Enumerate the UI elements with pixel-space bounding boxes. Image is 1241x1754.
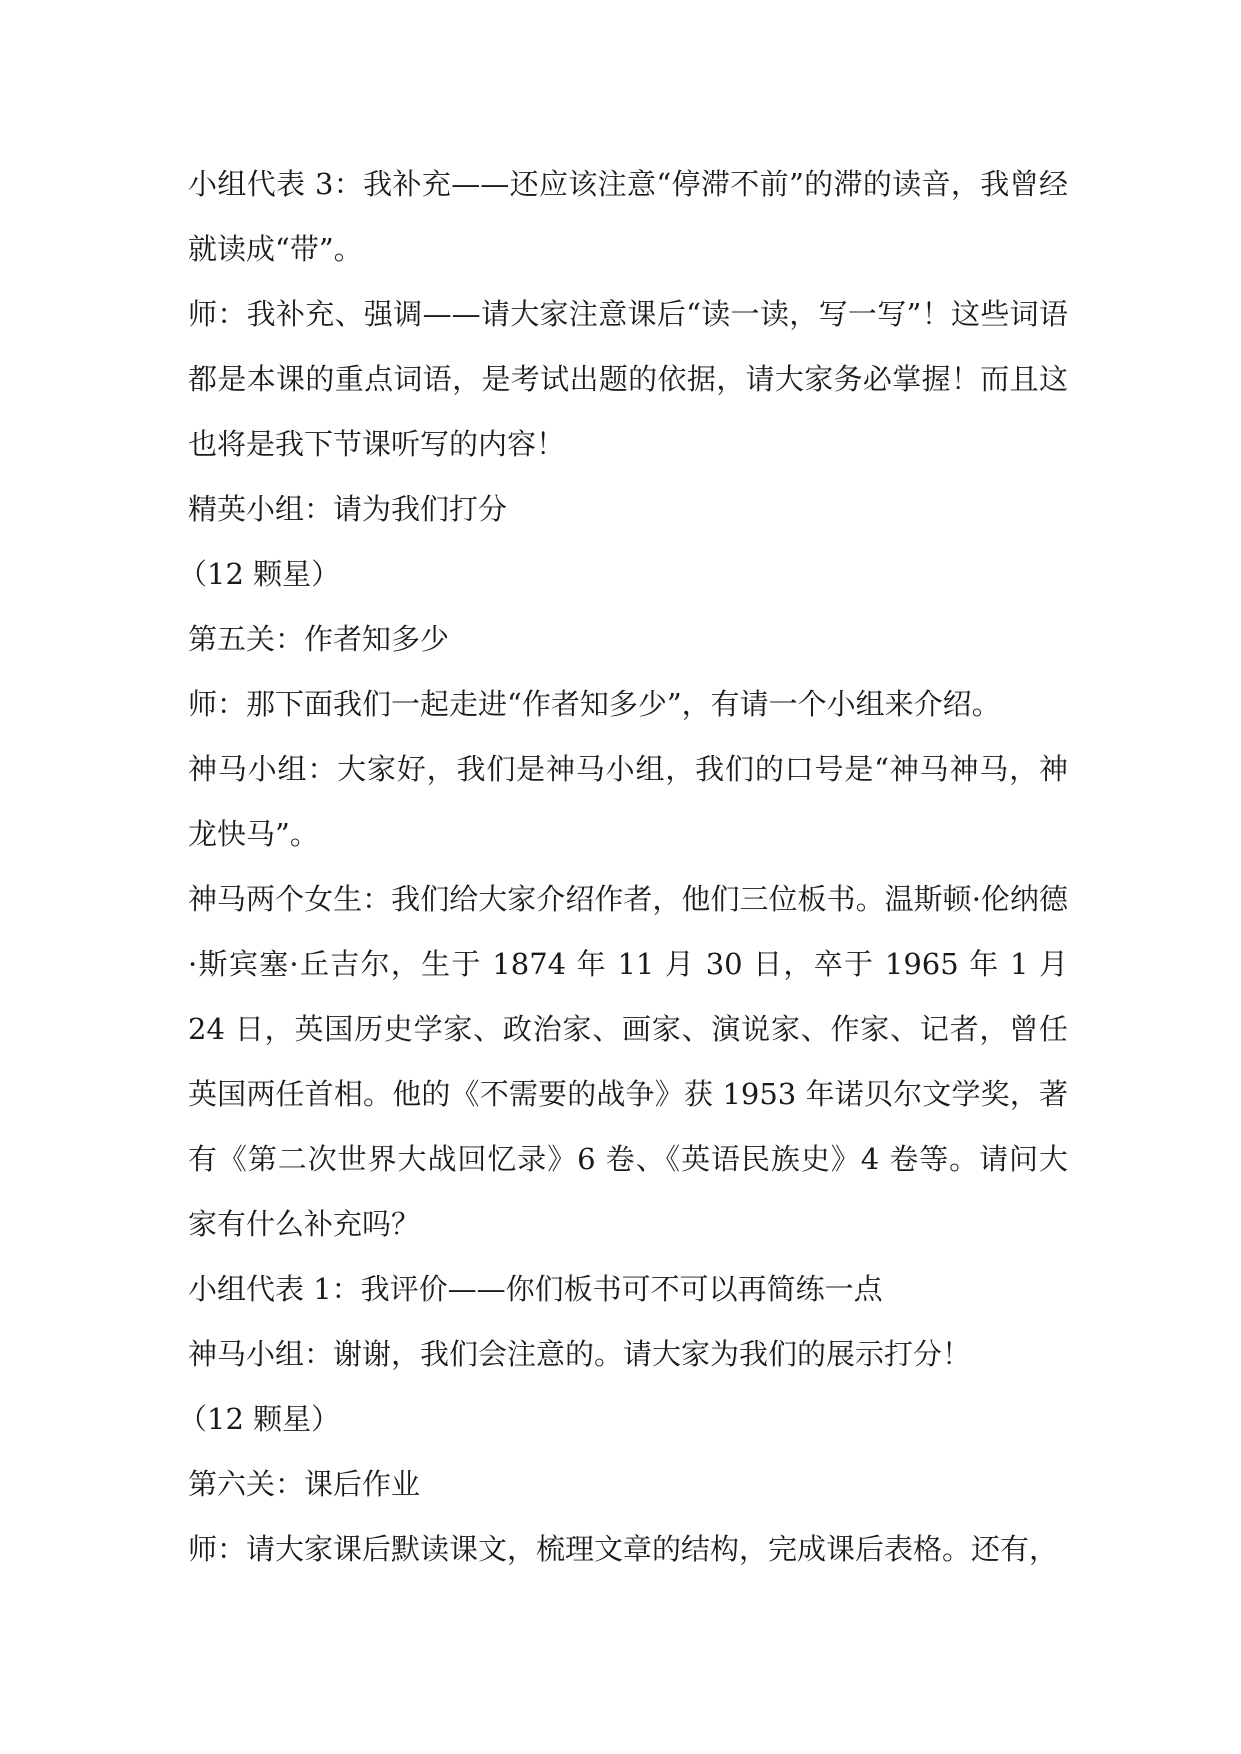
document-body: [178, 152, 1068, 1582]
paragraph-elite-group-score: 精英小组：请为我们打分: [188, 492, 508, 526]
paragraph-group3-supplement: 小组代表 3：我补充——还应该注意“停滞不前”的滞的读音，我曾经就读成“带”。: [188, 167, 1068, 266]
paragraph-shenma-greeting: 神马小组：大家好，我们是神马小组，我们的口号是“神马神马，神龙快马”。: [188, 752, 1068, 851]
paragraph-teacher-emphasis: 师：我补充、强调——请大家注意课后“读一读，写一写”！这些词语都是本课的重点词语，是考试出题的依据，请大家务必掌握！而且这也将是我下节课听写的内容！: [188, 297, 1068, 461]
paragraph-shenma-thanks: 神马小组：谢谢，我们会注意的。请大家为我们的展示打分！: [188, 1337, 972, 1371]
paragraph-group1-evaluation: 小组代表 1：我评价——你们板书可不可以再简练一点: [188, 1272, 883, 1306]
paragraph-level-six-title: 第六关：课后作业: [188, 1467, 421, 1501]
paragraph-level-five-title: 第五关：作者知多少: [188, 622, 450, 656]
paragraph-teacher-homework: 师：请大家课后默读课文，梳理文章的结构，完成课后表格。还有，: [188, 1532, 1059, 1566]
paragraph-teacher-intro-author: 师：那下面我们一起走进“作者知多少”，有请一个小组来介绍。: [188, 687, 1001, 721]
paragraph-stars-1: （12 颗星）: [178, 557, 341, 591]
paragraph-stars-2: （12 颗星）: [178, 1402, 341, 1436]
paragraph-author-biography: 神马两个女生：我们给大家介绍作者，他们三位板书。温斯顿·伦纳德·斯宾塞·丘吉尔，生于 1874 年 11 月 30 日，卒于 1965 年 1 月 24 日，英国历史学家、政治家、画家、演说家、作家、记者，曾任英国两任首相。他的《不需要的战争》获 1953 年诺贝尔文学奖，著有《第二次世界大战回忆录》6 卷、《英语民族史》4 卷等。请问大家有什么补充吗？: [188, 882, 1068, 1241]
